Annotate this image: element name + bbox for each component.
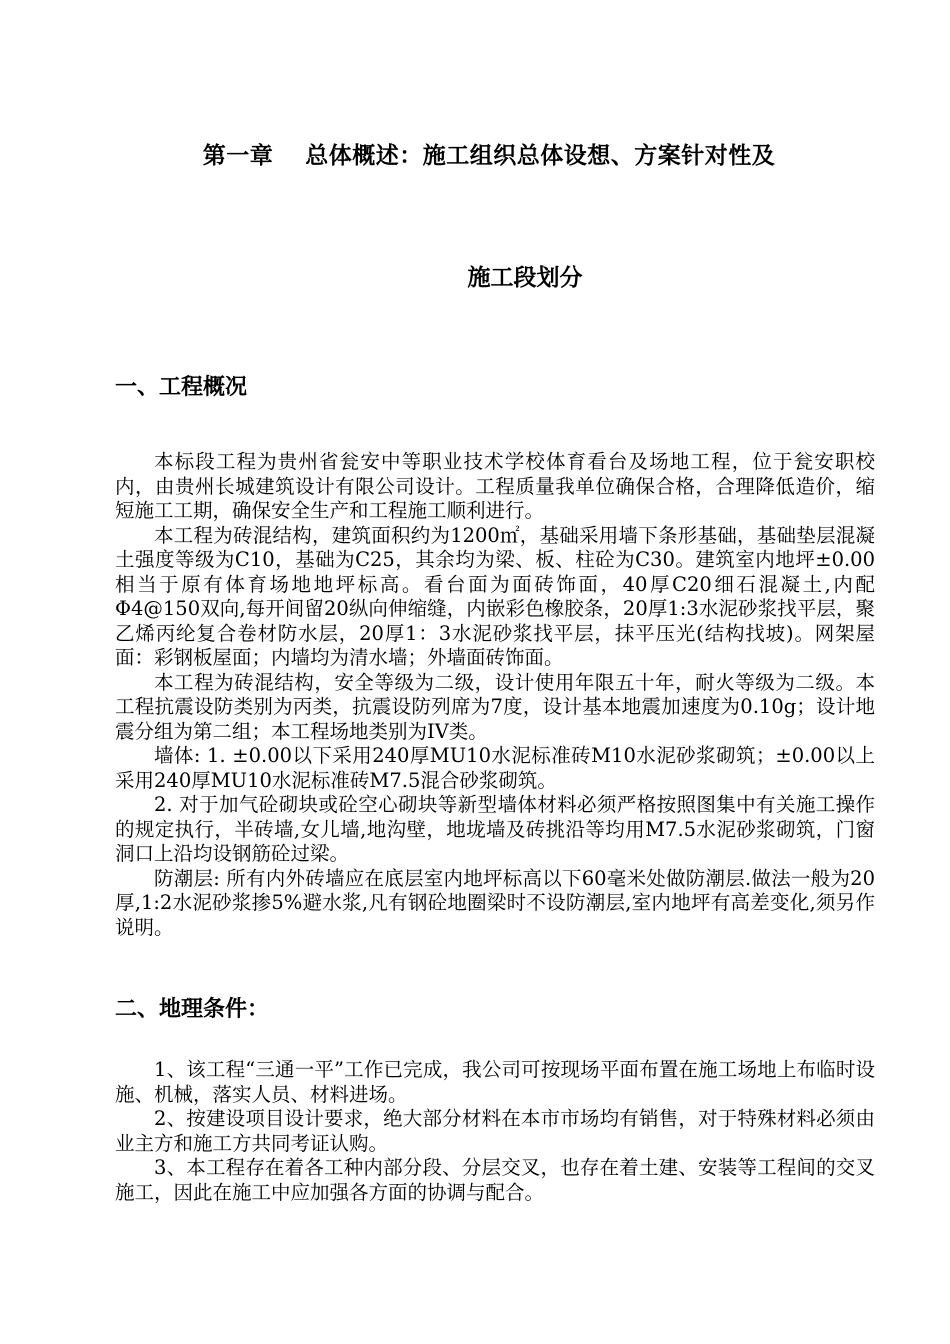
paragraph: 本工程为砖混结构，建筑面积约为1200㎡，基础采用墙下条形基础，基础垫层混凝土强度等级为C10，基础为C25，其余均为梁、板、柱砼为C30。建筑室内地坪±0.00相当于原有体育场地地坪标高。看台面为面砖饰面，40厚C20细石混凝土,内配 Φ4@150双向,每开间留20纵向伸缩缝，内嵌彩色橡胶条，20厚1:3水泥砂浆找平层，聚乙烯丙纶复合卷材防水层，20厚1：3水泥砂浆找平层，抹平压光(结构找坡)。网架屋面：彩钢板屋面；内墙均为清水墙；外墙面砖饰面。	[115, 523, 875, 669]
chapter-title: 第一章 总体概述：施工组织总体设想、方案针对性及	[202, 143, 776, 169]
paragraph: 防潮层: 所有内外砖墙应在底层室内地坪标高以下60毫米处做防潮层.做法一般为20厚,1:2水泥砂浆掺5%避水浆,凡有钢砼地圈梁时不设防潮层,室内地坪有高差变化,须另作说明。	[115, 866, 875, 939]
paragraph: 3、本工程存在着各工种内部分段、分层交叉，也存在着土建、安装等工程间的交叉施工，因此在施工中应加强各方面的协调与配合。	[115, 1156, 875, 1204]
section-heading-project-overview: 一、工程概况	[115, 375, 248, 400]
section-body-project-overview	[115, 450, 875, 940]
paragraph: 2. 对于加气砼砌块或砼空心砌块等新型墙体材料必须严格按照图集中有关施工操作的规定执行，半砖墙,女儿墙,地沟壁，地垅墙及砖挑沿等均用M7.5水泥砂浆砌筑，门窗洞口上沿均设钢筋砼过梁。	[115, 793, 875, 865]
chapter-title-continued: 施工段划分	[467, 265, 583, 291]
paragraph: 本标段工程为贵州省瓮安中等职业技术学校体育看台及场地工程，位于瓮安职校内，由贵州长城建筑设计有限公司设计。工程质量我单位确保合格，合理降低造价，缩短施工工期，确保安全生产和工程施工顺利进行。	[115, 450, 875, 522]
paragraph: 本工程为砖混结构，安全等级为二级，设计使用年限五十年，耐火等级为二级。本工程抗震设防类别为丙类，抗震设防列席为7度，设计基本地震加速度为0.10g；设计地震分组为第二组；本工程场地类别为IV类。	[115, 670, 875, 743]
section-heading-geographic-conditions: 二、地理条件：	[115, 997, 270, 1022]
paragraph: 2、按建设项目设计要求，绝大部分材料在本市市场均有销售，对于特殊材料必须由业主方和施工方共同考证认购。	[115, 1107, 875, 1155]
paragraph: 1、该工程“三通一平”工作已完成，我公司可按现场平面布置在施工场地上布临时设施、机械，落实人员、材料进场。	[115, 1058, 875, 1106]
section-body-geographic-conditions	[115, 1058, 875, 1205]
paragraph: 墙体: 1. ±0.00以下采用240厚MU10水泥标准砖M10水泥砂浆砌筑；±0.00以上采用240厚MU10水泥标准砖M7.5混合砂浆砌筑。	[115, 744, 875, 792]
